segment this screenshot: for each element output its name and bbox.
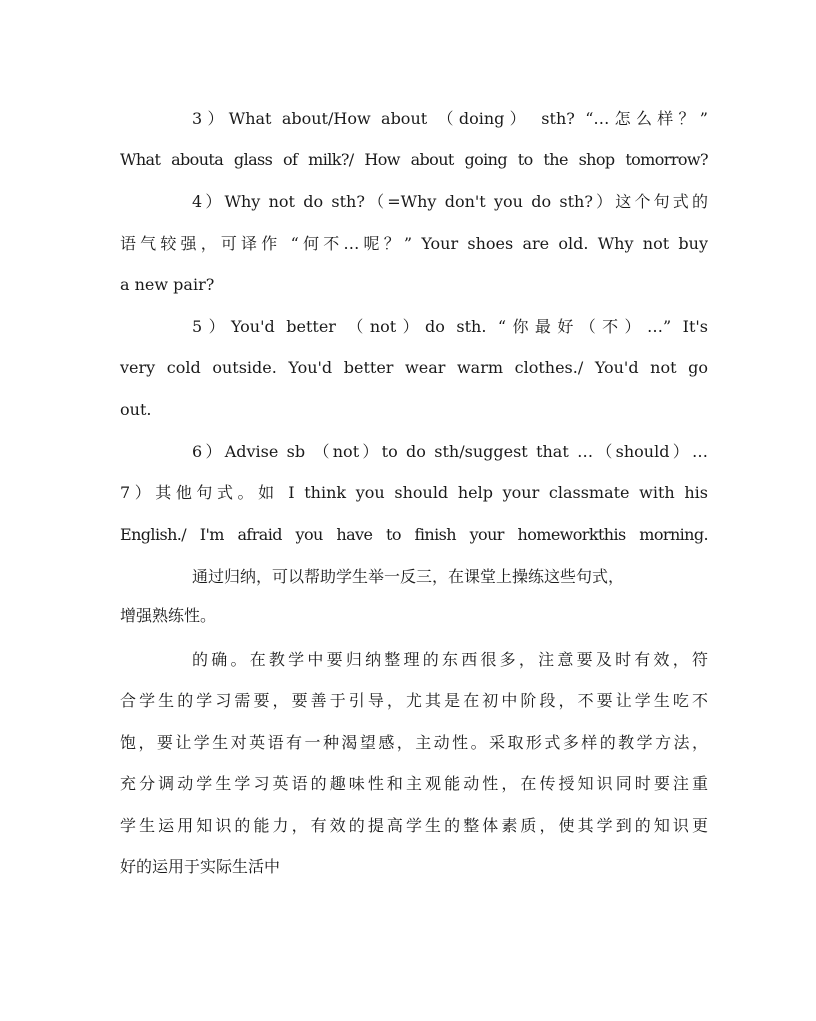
text-line: 好的运用于实际生活中 — [120, 857, 281, 876]
text-line: 增强熟练性。 — [120, 606, 217, 625]
text-line: 合学生的学习需要，要善于引导，尤其是在初中阶段，不要让学生吃不 — [120, 691, 708, 710]
text-line: 7）其他句式。如 I think you should help your classmate with his — [120, 483, 708, 502]
text-line: 6）Advise sb （not）to do sth/suggest that …（should）… — [192, 442, 708, 461]
text-line: 饱，要让学生对英语有一种渴望感，主动性。采取形式多样的教学方法， — [120, 733, 708, 752]
text-line: English./ I'm afraid you have to finish your homeworkthis morning. — [120, 525, 708, 544]
text-line: 4）Why not do sth?（=Why don't you do sth?）这个句式的 — [192, 192, 708, 211]
text-line: What abouta glass of milk?/ How about going to the shop tomorrow? — [120, 150, 708, 169]
text-line: 3）What about/How about （doing） sth? “…怎么样？” — [192, 109, 708, 128]
text-line: 学生运用知识的能力，有效的提高学生的整体素质，使其学到的知识更 — [120, 816, 708, 835]
text-line: very cold outside. You'd better wear warm clothes./ You'd not go — [120, 358, 708, 377]
text-line: 通过归纳，可以帮助学生举一反三，在课堂上操练这些句式， — [192, 567, 625, 586]
text-line: a new pair? — [120, 275, 215, 294]
text-line: 充分调动学生学习英语的趣味性和主观能动性，在传授知识同时要注重 — [120, 774, 708, 793]
text-line: 语气较强，可译作 “何不…呢？” Your shoes are old. Why not buy — [120, 234, 708, 253]
text-line: 的确。在教学中要归纳整理的东西很多，注意要及时有效，符 — [192, 650, 708, 669]
text-line: out. — [120, 400, 152, 419]
text-line: 5）You'd better （not）do sth. “你最好（不）…” It's — [192, 317, 708, 336]
